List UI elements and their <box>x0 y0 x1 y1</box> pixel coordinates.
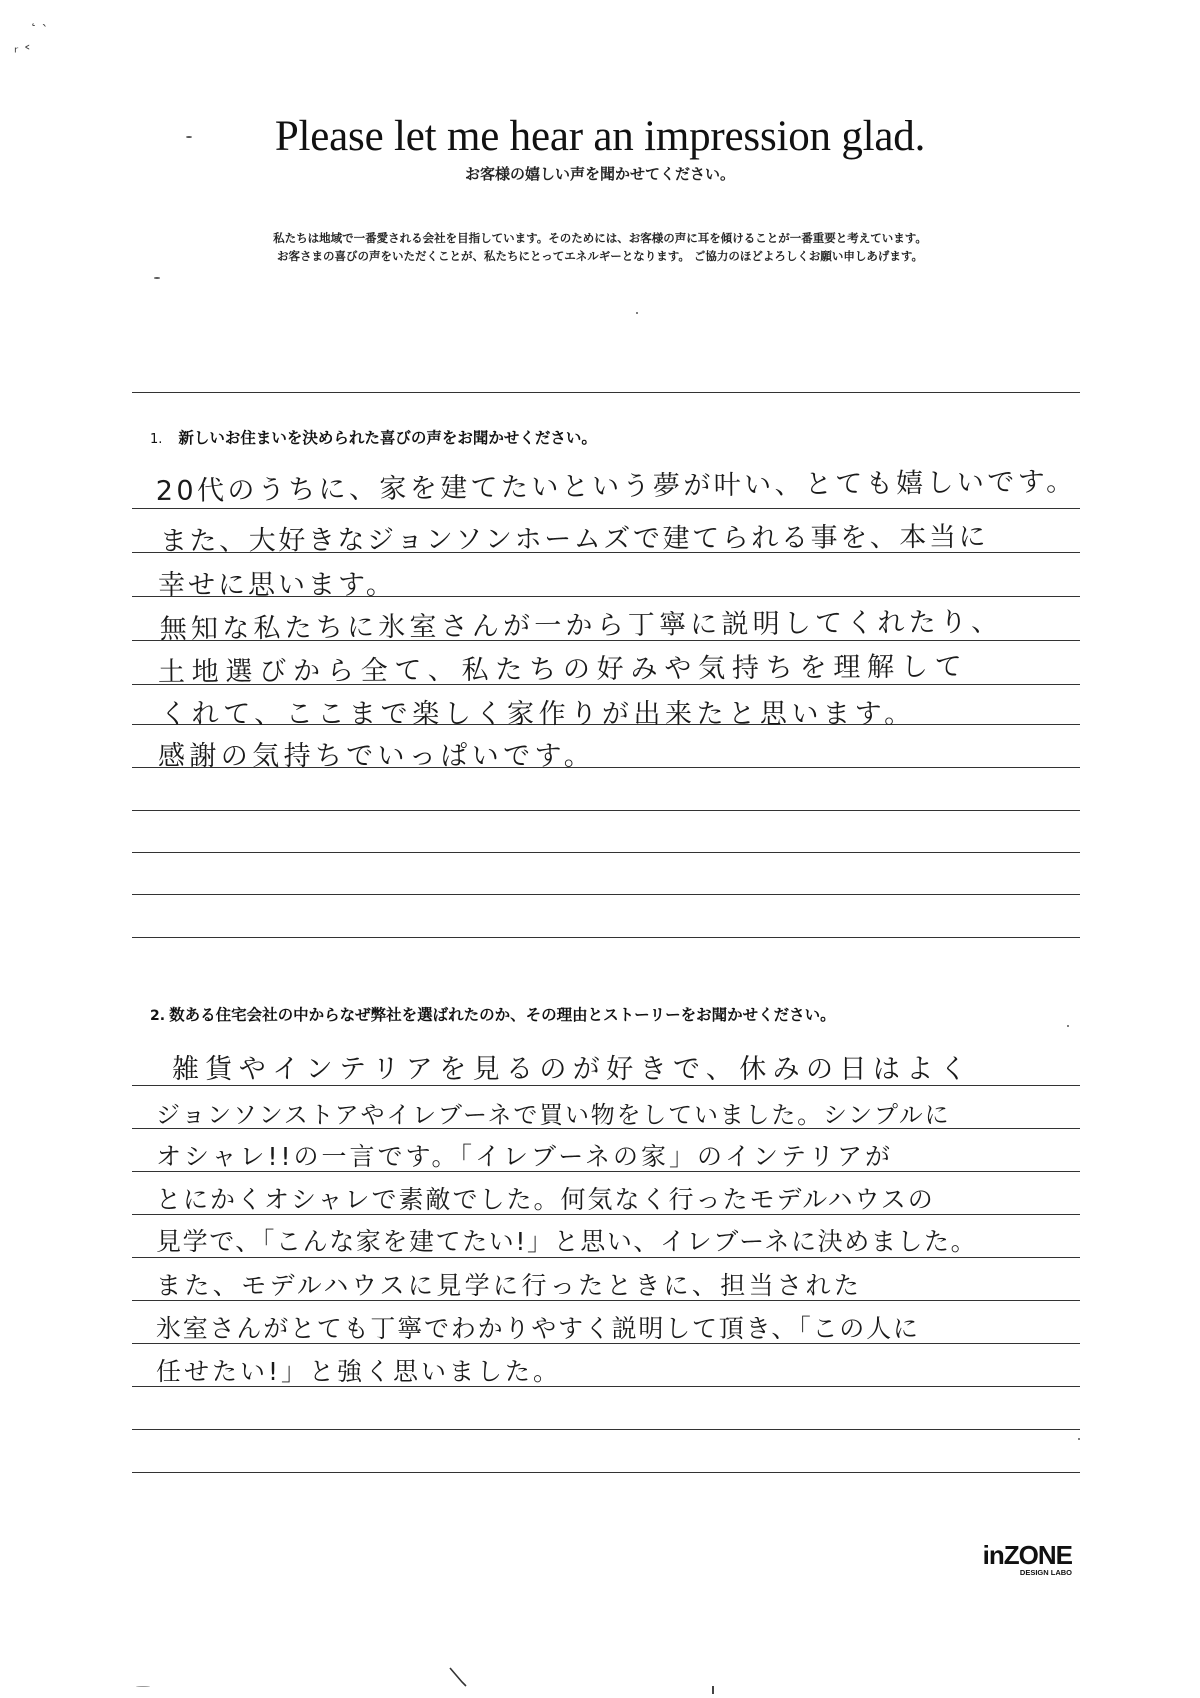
answer-rule <box>132 1429 1080 1430</box>
section-divider <box>132 392 1080 393</box>
answer-1-line: 感謝の気持ちでいっぱいです。 <box>158 741 596 772</box>
answer-rule <box>132 937 1080 938</box>
intro-line: お客さまの喜びの声をいただくことが、私たちにとってエネルギーとなります。 ご協力のほどよろしくお願い申しあげます。 <box>277 249 923 263</box>
answer-1-line: 20代のうちに、家を建てたいという夢が叶い、とても嬉しいです。 <box>155 466 1077 508</box>
answer-rule <box>132 508 1080 509</box>
answer-2-line: オシャレ!!の一言です。「イレブーネの家」のインテリアが <box>156 1142 894 1171</box>
question-text: 新しいお住まいを決められた喜びの声をお聞かせください。 <box>178 429 597 447</box>
scan-speck <box>154 277 160 279</box>
answer-rule <box>132 894 1080 895</box>
answer-1-line: 無知な私たちに氷室さんが一から丁寧に説明してくれたり、 <box>159 606 1003 646</box>
answer-1-line: くれて、ここまで楽しく家作りが出来たと思います。 <box>160 699 916 730</box>
answer-1-line: また、大好きなジョンソンホームズで建てられる事を、本当に <box>159 521 989 557</box>
scan-speck <box>1078 1438 1080 1440</box>
page-subtitle: お客様の嬉しい声を聞かせてください。 <box>464 165 735 183</box>
answer-rule <box>132 852 1080 853</box>
answer-2-line: また、モデルハウスに見学に行ったときに、担当された <box>156 1271 863 1300</box>
intro-line: 私たちは地域で一番愛される会社を目指しています。そのためには、お客様の声に耳を傾けることが一番重要と考えています。 <box>273 231 927 245</box>
answer-2-line: 氷室さんがとても丁寧でわかりやすく説明して頂き、「この人に <box>156 1314 920 1343</box>
answer-2-line: 雑貨やインテリアを見るのが好きで、休みの日はよく <box>172 1054 974 1085</box>
scan-speck <box>136 1686 150 1687</box>
question-number: 2. <box>150 1008 166 1024</box>
scan-speck <box>636 312 638 314</box>
answer-2-line: 任せたい!」と強く思いました。 <box>156 1357 562 1386</box>
logo-brand: inZONE <box>982 1540 1072 1570</box>
question-2 <box>150 1003 836 1025</box>
scan-speck <box>446 1666 470 1690</box>
answer-rule <box>132 810 1080 811</box>
scan-speck: ˛ ˎ <box>30 11 49 27</box>
intro-text <box>0 229 1200 265</box>
logo-subtitle: DESIGN LABO <box>1019 1568 1072 1577</box>
answer-2-line: ジョンソンストアやイレブーネで買い物をしていました。シンプルに <box>156 1101 951 1129</box>
answer-2-line: とにかくオシャレで素敵でした。何気なく行ったモデルハウスの <box>156 1185 935 1214</box>
question-1 <box>150 426 597 448</box>
answer-2-line: 見学で、「こんな家を建てたい!」と思い、イレブーネに決めました。 <box>156 1227 978 1256</box>
answer-1-line: 土地選びから全て、私たちの好みや気持ちを理解して <box>157 651 969 688</box>
answer-1-line: 幸せに思います。 <box>158 570 396 601</box>
question-text: 数ある住宅会社の中からなぜ弊社を選ばれたのか、その理由とストーリーをお聞かせください。 <box>169 1006 836 1024</box>
scan-speck: ʳ ˂ <box>14 43 32 62</box>
answer-rule <box>132 1472 1080 1473</box>
company-logo <box>960 1542 1072 1577</box>
scan-speck <box>712 1686 714 1694</box>
page-title: Please let me hear an impression glad. <box>274 113 926 160</box>
scan-speck <box>1067 1025 1069 1027</box>
question-number: 1. <box>150 432 163 447</box>
